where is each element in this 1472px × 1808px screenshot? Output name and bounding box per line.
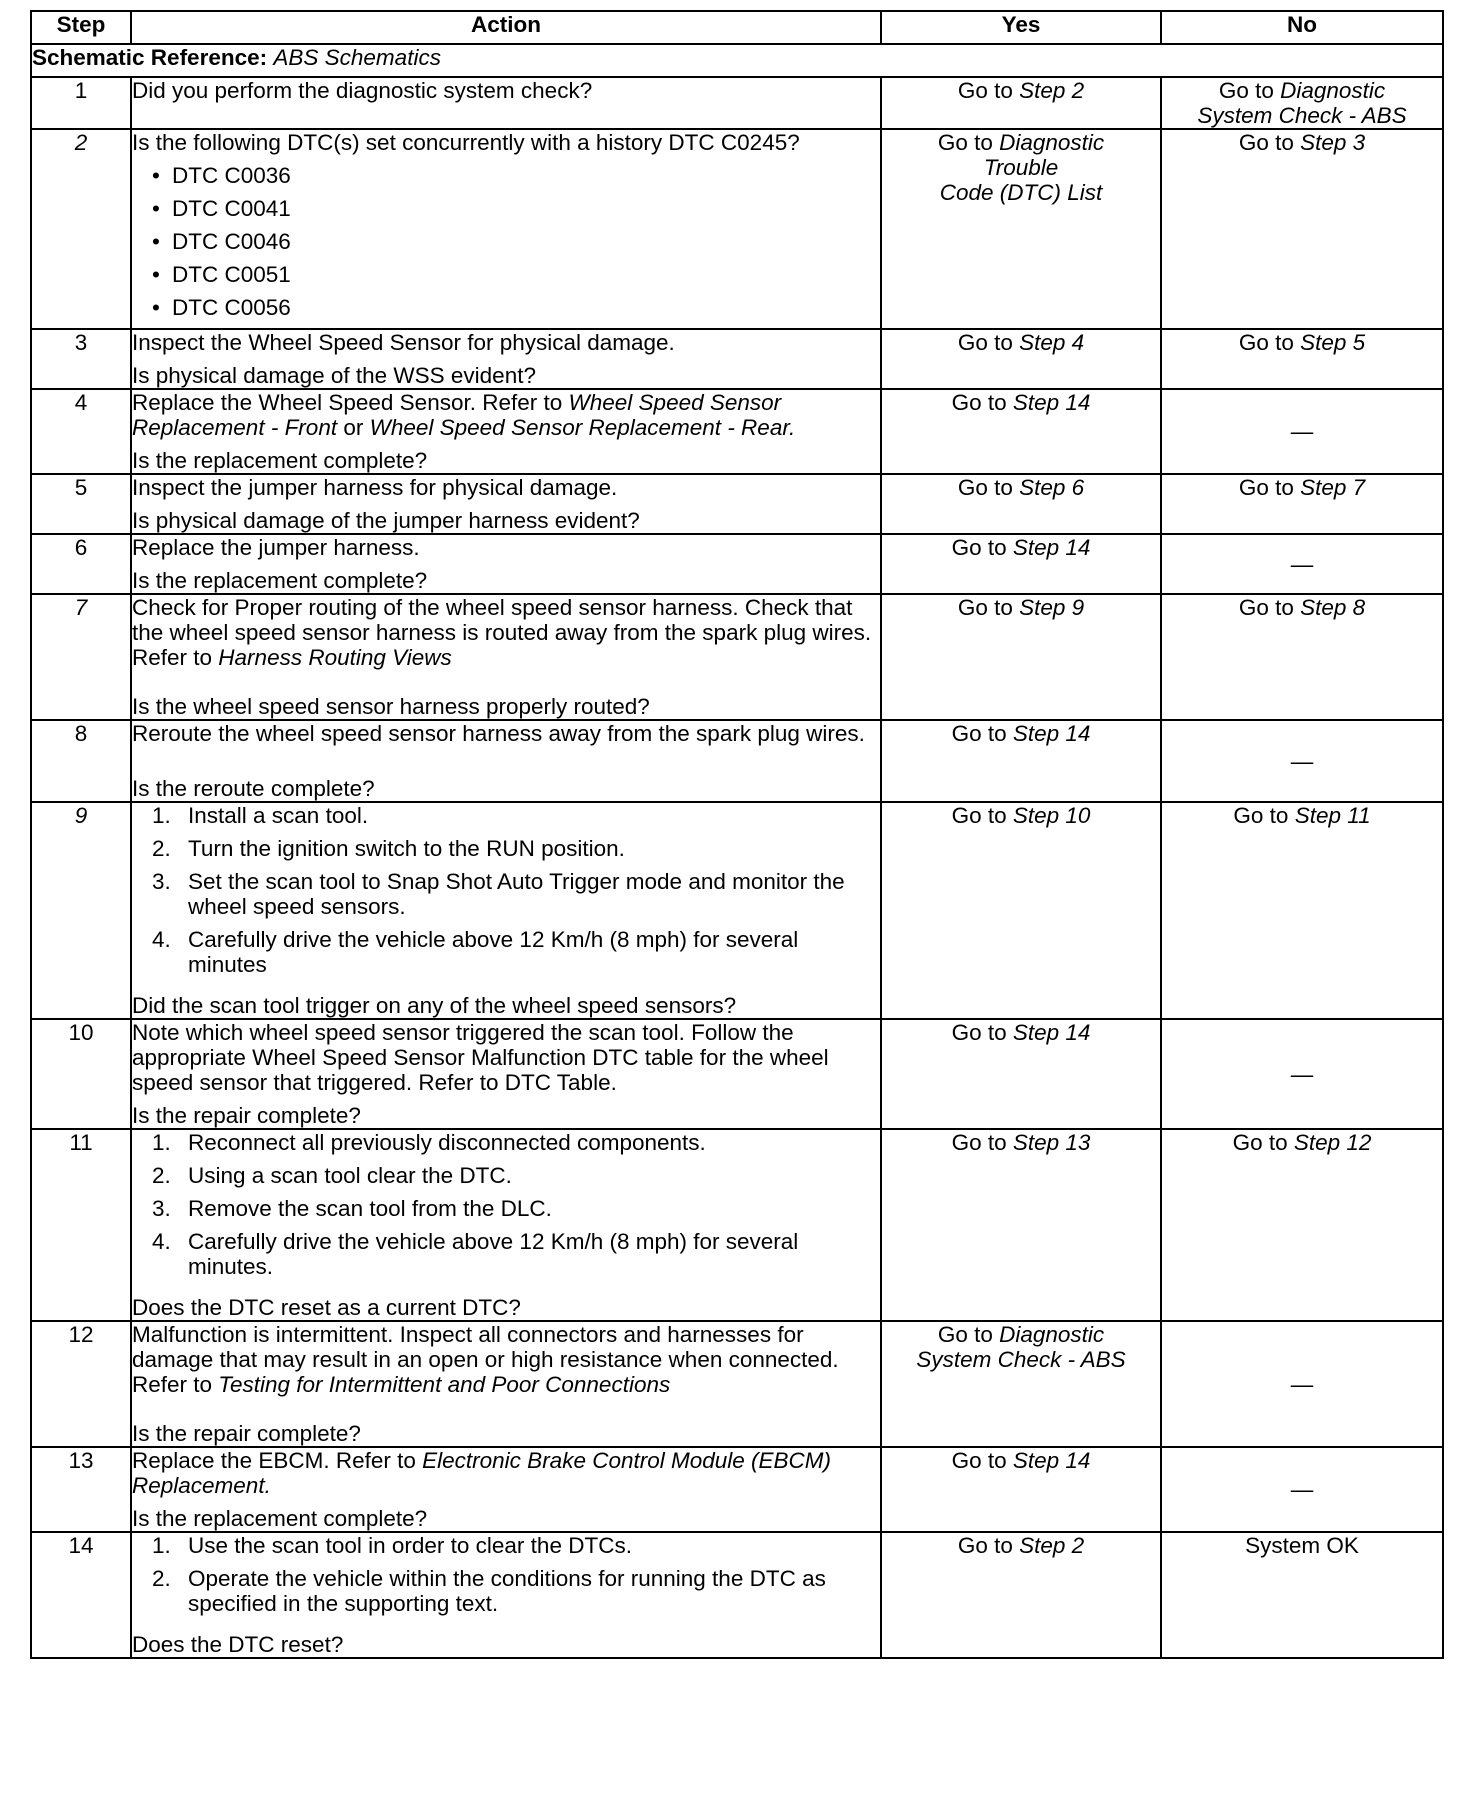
yes-result: [881, 1532, 1161, 1658]
text-run: or: [337, 415, 370, 440]
instruction-number: 1.: [152, 803, 171, 828]
header-step: Step: [31, 11, 131, 44]
yes-result: [881, 594, 1161, 720]
dtc-list-item: • DTC C0046: [172, 229, 880, 254]
text-run: Go to: [951, 1448, 1013, 1473]
text-run: Go to: [1218, 78, 1281, 103]
step-action-content: [132, 1448, 880, 1531]
text-run: Go to: [957, 475, 1020, 500]
yes-result: [881, 329, 1161, 389]
step-instruction-text: [132, 721, 880, 746]
reference-link-text: Step 14: [1012, 535, 1091, 560]
reference-link-text: Step 12: [1293, 1130, 1372, 1155]
yes-result: [881, 389, 1161, 474]
step-action-content: [132, 535, 880, 593]
numbered-instruction: [152, 1196, 880, 1221]
instruction-number: 1.: [152, 1130, 171, 1155]
text-run: Go to: [951, 721, 1013, 746]
diagnostic-table: [30, 10, 1444, 1659]
step-action: [131, 1129, 881, 1321]
reference-link-text: System Check - ABS: [916, 1347, 1126, 1372]
step-instructions: [132, 1130, 880, 1287]
text-run: Note which wheel speed sensor triggered the scan tool. Follow the appropriate Wheel Speed Sensor Malfunction DTC table for the wheel speed sensor that triggered. Refer to DTC Table.: [132, 1020, 829, 1095]
yes-result: [881, 720, 1161, 802]
dtc-list-item: • DTC C0041: [172, 196, 880, 221]
reference-link-text: Trouble: [983, 155, 1059, 180]
text-run: Replace the EBCM. Refer to: [132, 1448, 423, 1473]
no-result: [1161, 129, 1443, 329]
step-instructions: [132, 1322, 880, 1397]
step-question: Does the DTC reset?: [132, 1632, 344, 1657]
step-action: [131, 129, 881, 329]
no-action-dash: —: [1290, 1061, 1314, 1087]
step-row: [31, 1129, 1443, 1321]
step-number: 9: [31, 802, 131, 1019]
step-row: [31, 329, 1443, 389]
step-action: [131, 1447, 881, 1532]
numbered-instruction: [152, 836, 880, 861]
numbered-instruction: [152, 1533, 880, 1558]
reference-link-text: Step 3: [1300, 130, 1366, 155]
text-run: Go to: [1238, 130, 1301, 155]
step-action-content: [132, 475, 880, 533]
step-row: [31, 720, 1443, 802]
step-action: [131, 534, 881, 594]
header-yes: Yes: [881, 11, 1161, 44]
step-number: 3: [31, 329, 131, 389]
instruction-number: 4.: [152, 927, 171, 952]
text-run: Go to: [957, 1533, 1020, 1558]
text-run: Replace the jumper harness.: [132, 535, 420, 560]
header-no: No: [1161, 11, 1443, 44]
reference-link-text: Step 11: [1294, 803, 1371, 828]
step-instruction-text: [132, 1448, 880, 1498]
no-result: [1161, 77, 1443, 129]
step-instructions: [132, 330, 880, 355]
step-action-content: [132, 130, 880, 328]
text-run: Go to: [957, 78, 1020, 103]
reference-link-text: Step 8: [1300, 595, 1366, 620]
instruction-text: Install a scan tool.: [188, 803, 369, 828]
step-row: [31, 389, 1443, 474]
yes-result: [881, 77, 1161, 129]
text-run: Go to: [951, 803, 1013, 828]
instruction-text: Set the scan tool to Snap Shot Auto Trigger mode and monitor the wheel speed sensors.: [188, 869, 845, 919]
step-action-content: [132, 330, 880, 388]
step-instruction-text: [132, 330, 880, 355]
step-row: [31, 534, 1443, 594]
no-result: [1161, 802, 1443, 1019]
no-result: [1161, 474, 1443, 534]
text-run: Inspect the jumper harness for physical damage.: [132, 475, 618, 500]
step-row: [31, 802, 1443, 1019]
numbered-instruction: [152, 927, 880, 977]
no-result: [1161, 1532, 1443, 1658]
step-instruction-text: [132, 535, 880, 560]
reference-link-text: Diagnostic: [1280, 78, 1386, 103]
step-question: Is the wheel speed sensor harness properly routed?: [132, 694, 650, 719]
no-action-dash: —: [1290, 419, 1314, 444]
text-run: Is the following DTC(s) set concurrently with a history DTC C0245?: [132, 130, 800, 155]
step-question: Is the replacement complete?: [132, 448, 428, 473]
no-action-dash: —: [1290, 551, 1314, 577]
text-run: Go to: [951, 1020, 1013, 1045]
step-action: [131, 1532, 881, 1658]
instruction-text: Carefully drive the vehicle above 12 Km/h (8 mph) for several minutes: [188, 927, 799, 977]
step-question: Is the replacement complete?: [132, 1506, 428, 1531]
no-result: [1161, 329, 1443, 389]
step-number: 6: [31, 534, 131, 594]
no-result: [1161, 594, 1443, 720]
step-row: [31, 77, 1443, 129]
reference-link-text: Testing for Intermittent and Poor Connections: [218, 1372, 671, 1397]
instruction-number: 2.: [152, 1566, 171, 1591]
reference-link-text: Step 2: [1019, 78, 1085, 103]
step-number: 1: [31, 77, 131, 129]
reference-link-text: Step 9: [1019, 595, 1085, 620]
text-run: Go to: [1238, 475, 1301, 500]
step-instruction-text: [132, 78, 880, 103]
step-number: 8: [31, 720, 131, 802]
yes-result: [881, 534, 1161, 594]
reference-link-text: System Check - ABS: [1197, 103, 1407, 128]
step-action-content: [132, 390, 880, 473]
instruction-number: 1.: [152, 1533, 171, 1558]
reference-link-text: Diagnostic: [999, 1322, 1105, 1347]
schematic-reference-label: Schematic Reference:: [32, 45, 268, 70]
step-question: Is the repair complete?: [132, 1421, 361, 1446]
reference-link-text: Step 10: [1012, 803, 1091, 828]
step-instructions: [132, 535, 880, 560]
step-instructions: [132, 721, 880, 746]
yes-result: [881, 802, 1161, 1019]
text-run: Go to: [957, 595, 1020, 620]
step-question: Did the scan tool trigger on any of the wheel speed sensors?: [132, 993, 737, 1018]
schematic-reference: [31, 44, 1443, 77]
reference-link-text: Step 14: [1012, 1448, 1091, 1473]
numbered-instructions: [132, 1533, 880, 1616]
no-result: [1161, 1129, 1443, 1321]
numbered-instruction: [152, 1566, 880, 1616]
step-action: [131, 720, 881, 802]
step-instruction-text: [132, 1020, 880, 1095]
step-action-content: [132, 595, 880, 719]
step-row: [31, 1532, 1443, 1658]
instruction-text: Carefully drive the vehicle above 12 Km/h (8 mph) for several minutes.: [188, 1229, 799, 1279]
step-action: [131, 1321, 881, 1447]
yes-result: [881, 129, 1161, 329]
reference-link-text: Step 4: [1019, 330, 1085, 355]
text-run: Go to: [1233, 803, 1295, 828]
step-instruction-text: [132, 595, 880, 670]
instruction-text: Using a scan tool clear the DTC.: [188, 1163, 512, 1188]
instruction-number: 3.: [152, 869, 171, 894]
step-question: Is the repair complete?: [132, 1103, 361, 1128]
step-instruction-text: [132, 1322, 880, 1397]
reference-link-text: Wheel Speed Sensor Replacement - Front: [132, 390, 782, 440]
text-run: Go to: [937, 130, 1000, 155]
no-result: [1161, 389, 1443, 474]
step-instructions: [132, 803, 880, 985]
step-instructions: [132, 475, 880, 500]
step-instructions: [132, 1533, 880, 1624]
numbered-instructions: [132, 1130, 880, 1279]
reference-link-text: Step 13: [1012, 1130, 1091, 1155]
instruction-text: Use the scan tool in order to clear the DTCs.: [188, 1533, 632, 1558]
no-result: [1161, 1019, 1443, 1129]
dtc-list: [132, 163, 880, 320]
step-action: [131, 1019, 881, 1129]
instruction-number: 2.: [152, 836, 171, 861]
numbered-instructions: [132, 803, 880, 977]
instruction-number: 4.: [152, 1229, 171, 1254]
text-run: Go to: [1232, 1130, 1294, 1155]
step-row: [31, 1019, 1443, 1129]
numbered-instruction: [152, 1130, 880, 1155]
text-run: Go to: [937, 1322, 1000, 1347]
no-action-dash: —: [1290, 1477, 1314, 1502]
text-run: System OK: [1245, 1533, 1359, 1558]
step-row: [31, 1447, 1443, 1532]
step-action-content: [132, 721, 880, 801]
numbered-instruction: [152, 869, 880, 919]
reference-link-text: Step 5: [1300, 330, 1366, 355]
header-row: [31, 11, 1443, 44]
step-action: [131, 802, 881, 1019]
text-run: Go to: [951, 1130, 1013, 1155]
instruction-text: Turn the ignition switch to the RUN position.: [188, 836, 625, 861]
yes-result: [881, 1447, 1161, 1532]
step-instructions: [132, 1448, 880, 1498]
step-instructions: [132, 78, 880, 103]
no-result: [1161, 534, 1443, 594]
dtc-list-item: • DTC C0051: [172, 262, 880, 287]
step-instructions: [132, 130, 880, 328]
step-instructions: [132, 595, 880, 670]
instruction-number: 3.: [152, 1196, 171, 1221]
instruction-text: Operate the vehicle within the conditions for running the DTC as specified in the supporting text.: [188, 1566, 826, 1616]
no-result: [1161, 1321, 1443, 1447]
step-action: [131, 594, 881, 720]
text-run: Go to: [951, 390, 1013, 415]
step-number: 7: [31, 594, 131, 720]
step-number: 5: [31, 474, 131, 534]
step-question: Is the replacement complete?: [132, 568, 428, 593]
reference-link-text: Step 6: [1019, 475, 1085, 500]
step-instruction-text: [132, 130, 880, 155]
text-run: Check for Proper routing of the wheel speed sensor harness. Check that the wheel speed sensor harness is routed away from the spark plug wires. Refer to: [132, 595, 872, 670]
step-instruction-text: [132, 475, 880, 500]
reference-link-text: Step 14: [1012, 1020, 1091, 1045]
step-row: [31, 129, 1443, 329]
schematic-reference-value: ABS Schematics: [273, 45, 441, 70]
no-action-dash: —: [1290, 1371, 1314, 1397]
text-run: Go to: [957, 330, 1020, 355]
step-question: Is physical damage of the jumper harness evident?: [132, 508, 640, 533]
step-question: Is physical damage of the WSS evident?: [132, 363, 536, 388]
step-instructions: [132, 390, 880, 440]
instruction-number: 2.: [152, 1163, 171, 1188]
step-row: [31, 1321, 1443, 1447]
step-action-content: [132, 1020, 880, 1128]
reference-link-text: Electronic Brake Control Module (EBCM) Replacement.: [132, 1448, 832, 1498]
instruction-text: Remove the scan tool from the DLC.: [188, 1196, 552, 1221]
step-number: 11: [31, 1129, 131, 1321]
header-action: Action: [131, 11, 881, 44]
step-instructions: [132, 1020, 880, 1095]
step-action-content: [132, 803, 880, 1018]
text-run: Go to: [951, 535, 1013, 560]
step-number: 10: [31, 1019, 131, 1129]
reference-link-text: Step 2: [1019, 1533, 1085, 1558]
no-result: [1161, 1447, 1443, 1532]
step-number: 2: [31, 129, 131, 329]
schematic-reference-row: [31, 44, 1443, 77]
text-run: Go to: [1238, 330, 1301, 355]
no-action-dash: —: [1290, 748, 1314, 774]
no-result: [1161, 720, 1443, 802]
reference-link-text: Step 7: [1300, 475, 1366, 500]
reference-link-text: Step 14: [1012, 721, 1091, 746]
step-question: Is the reroute complete?: [132, 776, 375, 801]
dtc-list-item: • DTC C0056: [172, 295, 880, 320]
text-run: Reroute the wheel speed sensor harness away from the spark plug wires.: [132, 721, 865, 746]
step-instruction-text: [132, 390, 880, 440]
step-number: 13: [31, 1447, 131, 1532]
reference-link-text: Code (DTC) List: [939, 180, 1103, 205]
yes-result: [881, 1129, 1161, 1321]
step-action: [131, 77, 881, 129]
diagnostic-page: [30, 10, 1442, 1659]
numbered-instruction: [152, 1229, 880, 1279]
table-body: [31, 44, 1443, 1658]
yes-result: [881, 1321, 1161, 1447]
step-action-content: [132, 1130, 880, 1320]
reference-link-text: Harness Routing Views: [218, 645, 452, 670]
text-run: Go to: [1238, 595, 1301, 620]
text-run: Inspect the Wheel Speed Sensor for physical damage.: [132, 330, 675, 355]
step-row: [31, 474, 1443, 534]
step-action: [131, 474, 881, 534]
step-action-content: [132, 78, 880, 128]
step-number: 12: [31, 1321, 131, 1447]
numbered-instruction: [152, 803, 880, 828]
reference-link-text: Wheel Speed Sensor Replacement - Rear.: [369, 415, 796, 440]
step-row: [31, 594, 1443, 720]
text-run: Malfunction is intermittent. Inspect all connectors and harnesses for damage that may result in an open or high resistance when connected. Refer to: [132, 1322, 839, 1397]
reference-link-text: Diagnostic: [999, 130, 1105, 155]
text-run: Replace the Wheel Speed Sensor. Refer to: [132, 390, 569, 415]
yes-result: [881, 474, 1161, 534]
step-number: 14: [31, 1532, 131, 1658]
step-action-content: [132, 1322, 880, 1446]
instruction-text: Reconnect all previously disconnected components.: [188, 1130, 706, 1155]
step-action-content: [132, 1533, 880, 1657]
text-run: Did you perform the diagnostic system check?: [132, 78, 593, 103]
step-action: [131, 389, 881, 474]
step-question: Does the DTC reset as a current DTC?: [132, 1295, 521, 1320]
yes-result: [881, 1019, 1161, 1129]
dtc-list-item: • DTC C0036: [172, 163, 880, 188]
reference-link-text: Step 14: [1012, 390, 1091, 415]
step-number: 4: [31, 389, 131, 474]
step-action: [131, 329, 881, 389]
numbered-instruction: [152, 1163, 880, 1188]
